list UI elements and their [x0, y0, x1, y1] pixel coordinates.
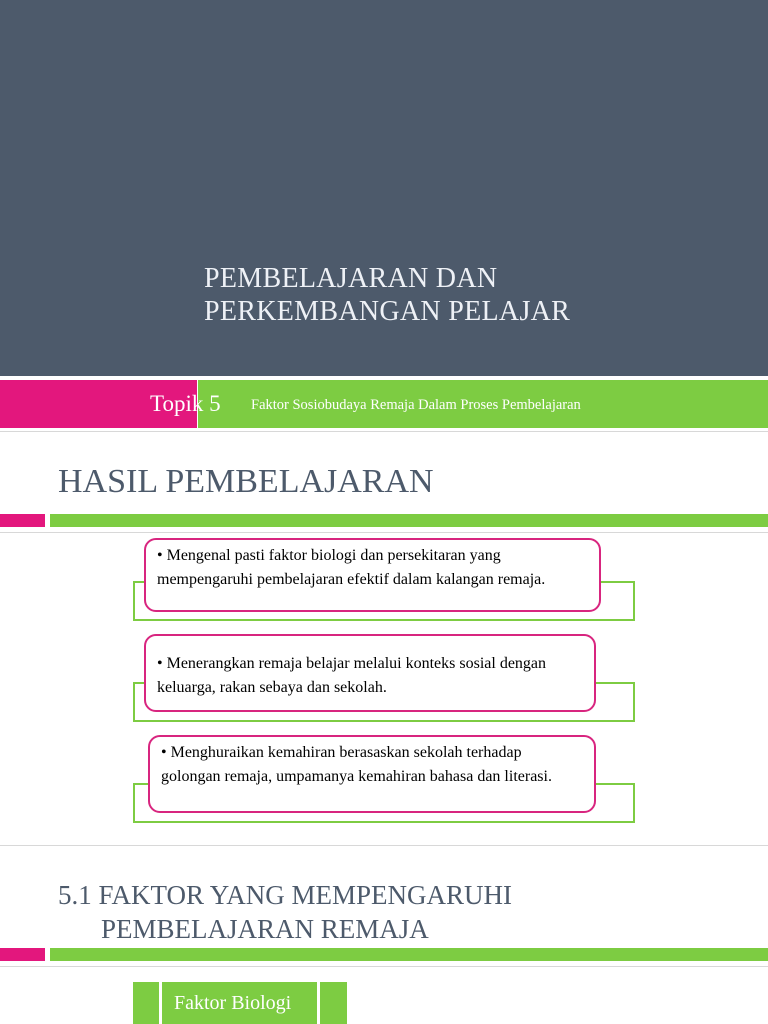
factor-biologi-label: Faktor Biologi — [174, 992, 292, 1014]
title-bar-divider — [0, 376, 768, 378]
learning-outcome-2: • Menerangkan remaja belajar melalui konteks sosial dengan keluarga, rakan sebaya dan sekolah. — [144, 634, 596, 712]
section-heading-line-1: 5.1 FAKTOR YANG MEMPENGARUHI — [58, 880, 513, 910]
heading-underline — [0, 966, 768, 967]
learning-outcome-3: • Menghuraikan kemahiran berasaskan sekolah terhadap golongan remaja, umpamanya kemahiran bahasa dan literasi. — [148, 735, 596, 813]
topic-label: Topik 5 — [150, 391, 221, 416]
tab-gap-left — [159, 982, 162, 1024]
heading-accent-pink — [0, 514, 45, 527]
heading-accent-green — [50, 948, 768, 961]
section-heading: HASIL PEMBELAJARAN — [58, 463, 434, 500]
heading-underline — [0, 532, 768, 533]
tab-gap-right — [317, 982, 320, 1024]
topic-subtitle: Faktor Sosiobudaya Remaja Dalam Proses Pembelajaran — [251, 397, 581, 413]
section-heading-5-1 — [58, 878, 718, 946]
title-line-2: PERKEMBANGAN PELAJAR — [204, 296, 571, 327]
section-heading-line-2: PEMBELAJARAN REMAJA — [101, 914, 429, 944]
slide-divider — [0, 845, 768, 846]
heading-accent-green — [50, 514, 768, 527]
title-line-1: PEMBELAJARAN DAN — [204, 263, 498, 294]
presentation-title — [204, 262, 744, 328]
slide-divider — [0, 431, 768, 432]
learning-outcome-1: • Mengenal pasti faktor biologi dan persekitaran yang mempengaruhi pembelajaran efektif dalam kalangan remaja. — [144, 538, 601, 612]
heading-accent-pink — [0, 948, 45, 961]
